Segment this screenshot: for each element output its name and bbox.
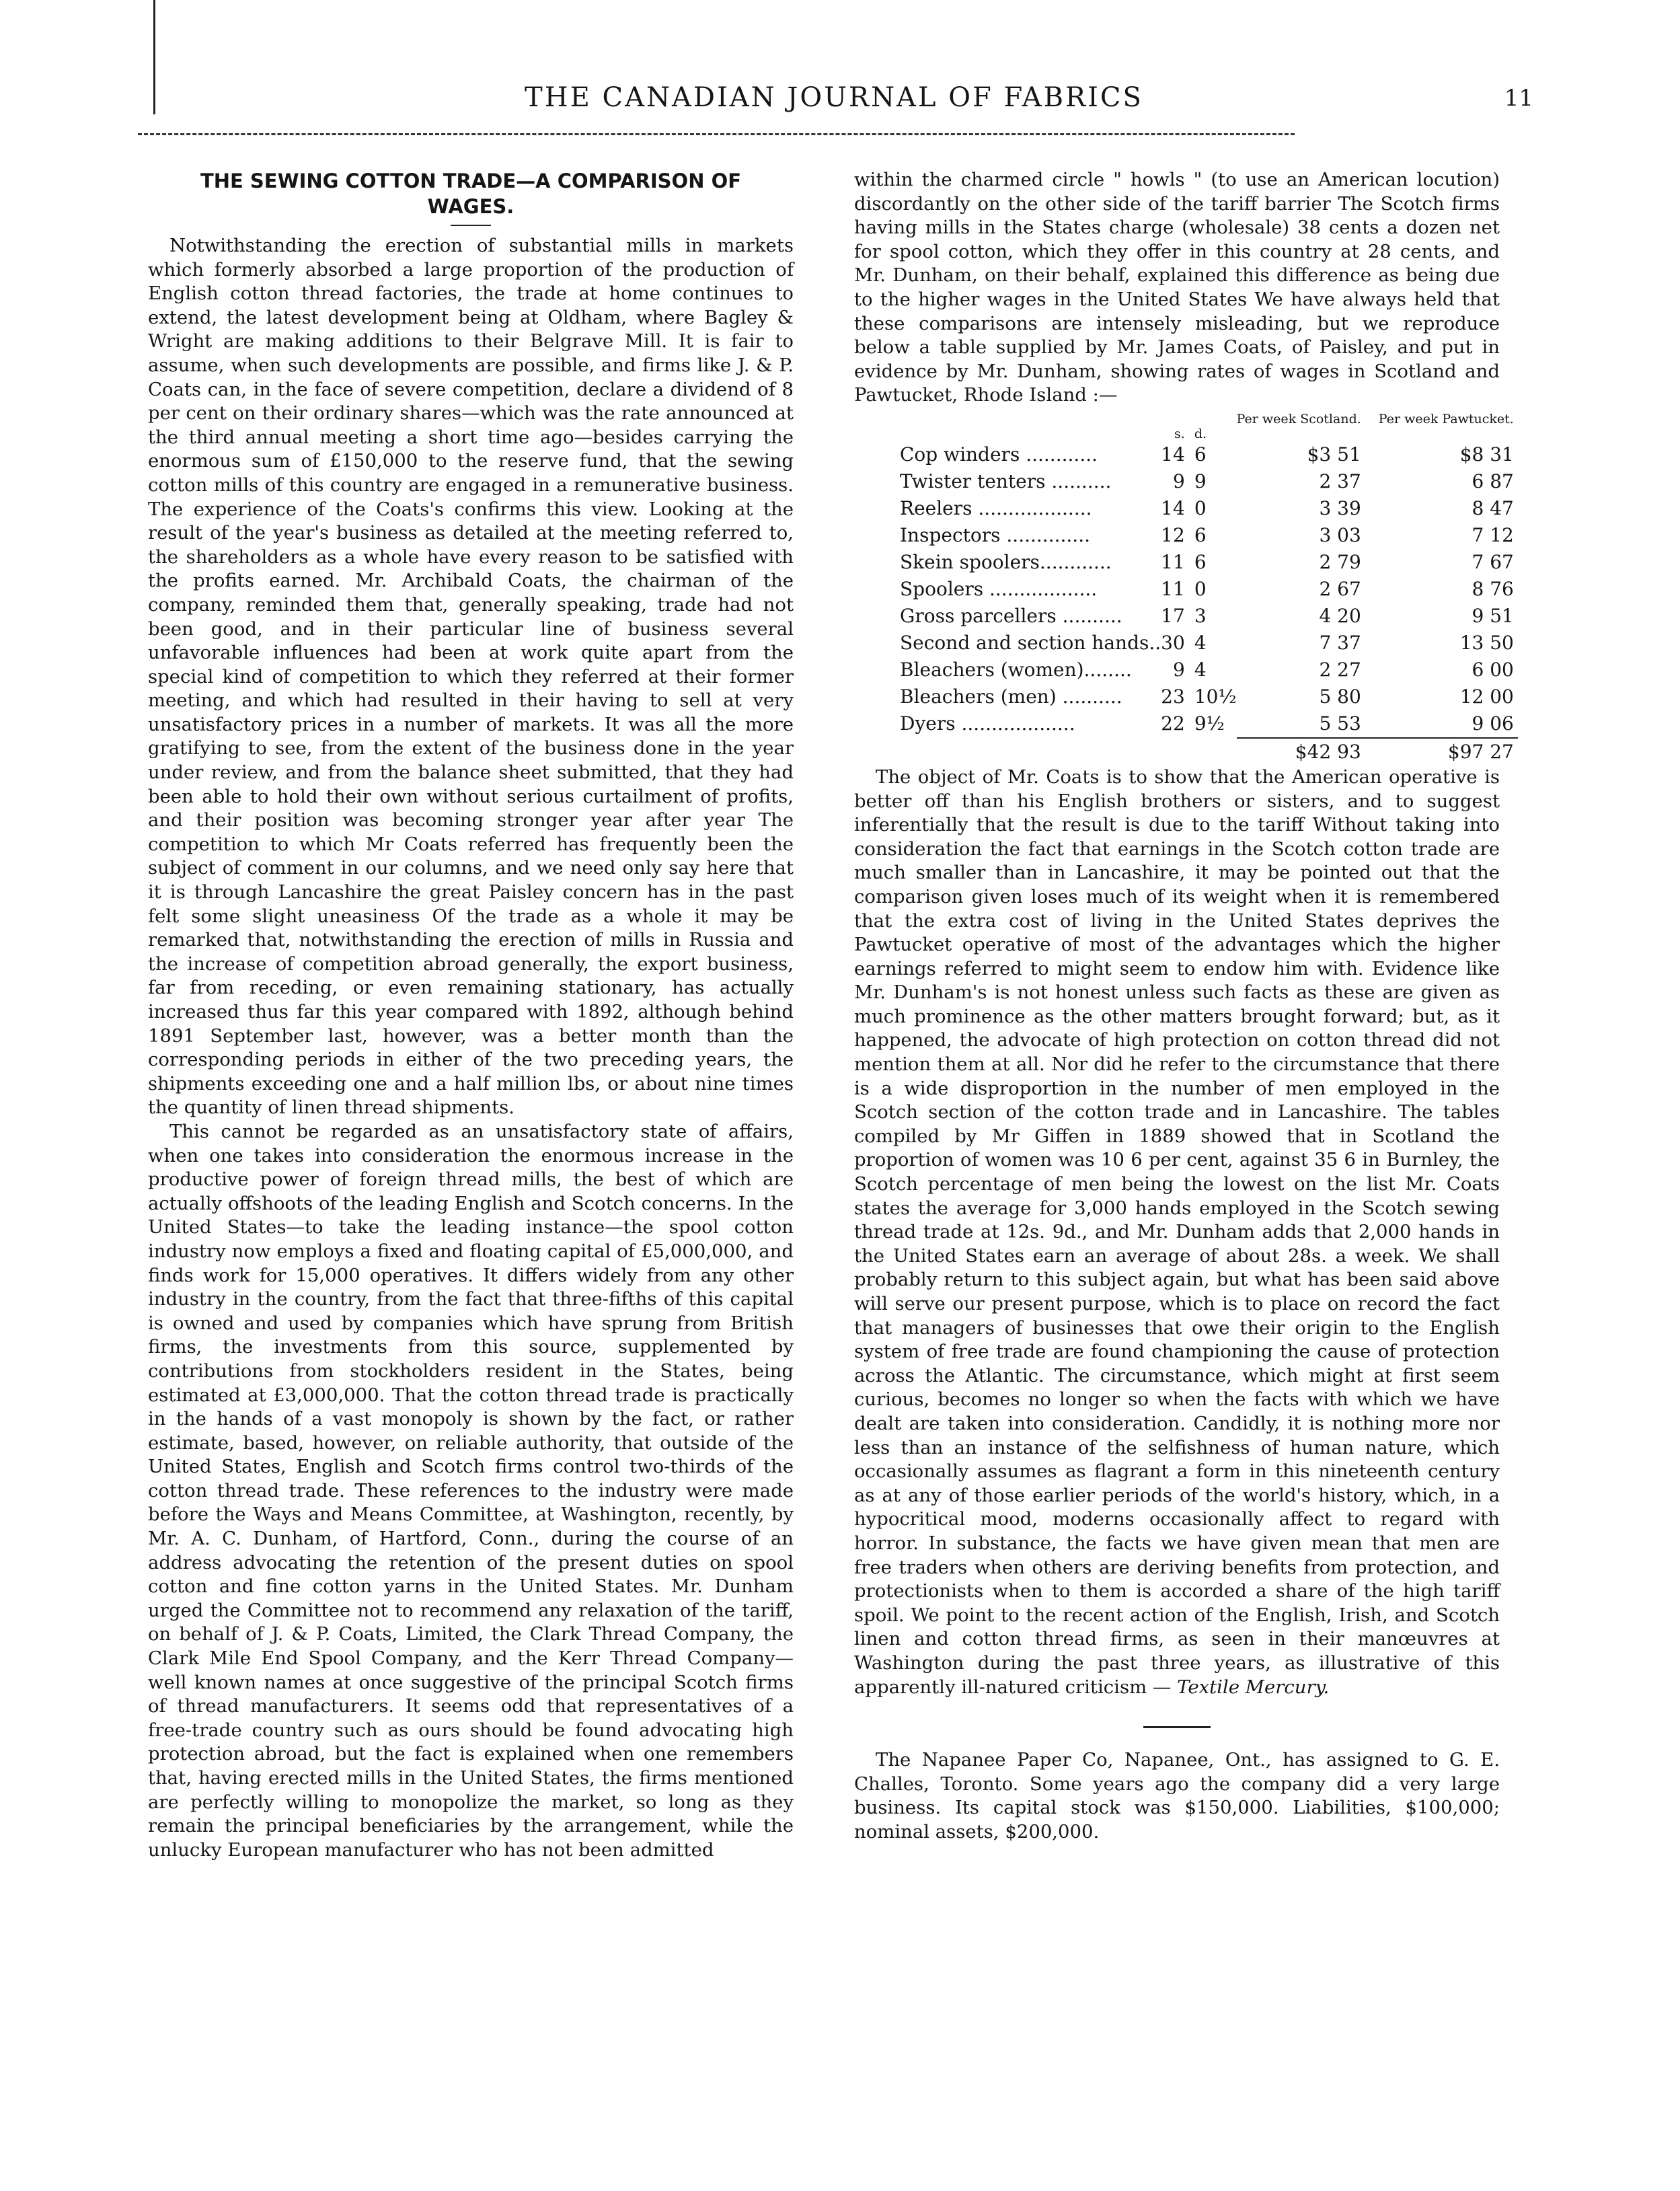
- cell-occupation: Dyers ...................: [900, 712, 1075, 735]
- page-header: [135, 82, 1533, 129]
- cell-pawtucket: 9 06: [1472, 712, 1514, 735]
- cell-pawtucket: 7 12: [1472, 523, 1514, 546]
- cell-s: 11: [1161, 550, 1185, 573]
- cell-s: 14: [1161, 443, 1185, 466]
- table-row: [900, 630, 1518, 657]
- cell-d: 9: [1194, 470, 1207, 492]
- cell-occupation: Twister tenters ..........: [900, 470, 1112, 492]
- article-title: THE SEWING COTTON TRADE—A COMPARISON OF WAGES.: [200, 170, 742, 218]
- page-number: 11: [1504, 85, 1533, 112]
- cell-d: 4: [1194, 631, 1207, 654]
- cell-d: 0: [1194, 496, 1207, 519]
- article-paragraph: within the charmed circle " howls " (to use an American locution) discordantly on the other side of the tariff barrier The Scotch firms having mills in the States charge (wholesale) 38 cents a dozen net for spool cotton, which they offer in this country at 28 cents, and Mr. Dunham, on their behalf, explained this difference as being due to the higher wages in the United States We have always held that these comparisons are intensely misleading, but we reproduce below a table supplied by Mr. James Coats, of Paisley, and put in evidence by Mr. Dunham, showing rates of wages in Scotland and Pawtucket, Rhode Island :—: [854, 169, 1500, 406]
- cell-d: 0: [1194, 577, 1207, 600]
- section-rule: [1143, 1726, 1211, 1728]
- table-row: [900, 710, 1518, 738]
- cell-occupation: Spoolers ..................: [900, 577, 1098, 600]
- title-rule: [451, 225, 491, 226]
- cell-scotland: 5 80: [1319, 685, 1361, 708]
- cell-scotland: 7 37: [1319, 631, 1361, 654]
- cell-pawtucket: 6 87: [1472, 470, 1514, 492]
- header-rule: [138, 133, 1295, 135]
- total-pawtucket: $97 27: [1379, 738, 1518, 766]
- cell-occupation: Bleachers (women)........: [900, 658, 1132, 681]
- table-header-row: [900, 412, 1518, 426]
- table-row: [900, 683, 1518, 710]
- table-unit-row: [900, 426, 1518, 441]
- total-scotland: $42 93: [1237, 738, 1379, 766]
- table-row: [900, 468, 1518, 495]
- cell-s: 30: [1161, 631, 1185, 654]
- cell-s: 14: [1161, 496, 1185, 519]
- cell-d: 9½: [1194, 712, 1225, 735]
- cell-occupation: Gross parcellers ..........: [900, 604, 1122, 627]
- cell-scotland: 3 03: [1319, 523, 1361, 546]
- col-pawtucket-header: Per week Pawtucket.: [1378, 411, 1514, 426]
- cell-pawtucket: 6 00: [1472, 658, 1514, 681]
- cell-pawtucket: 12 00: [1459, 685, 1514, 708]
- source-credit: Textile Mercury.: [1177, 1676, 1330, 1698]
- cell-s: 9: [1172, 470, 1185, 492]
- table-row: [900, 576, 1518, 603]
- journal-title: THE CANADIAN JOURNAL OF FABRICS: [525, 82, 1143, 113]
- col-d-header: d.: [1194, 426, 1207, 441]
- table-row: [900, 441, 1518, 468]
- cell-scotland: 2 27: [1319, 658, 1361, 681]
- cell-d: 6: [1194, 550, 1207, 573]
- article-paragraph: This cannot be regarded as an unsatisfactory state of affairs, when one takes into consideration the enormous increase in the productive power of foreign thread mills, the best of which are actually offshoots of the leading English and Scotch concerns. In the United States—to take the leading instance—the spool cotton industry now employs a fixed and floating capital of £5,000,000, and finds work for 15,000 operatives. It differs widely from any other industry in the country, from the fact that three-fifths of this capital is owned and used by companies which have sprung from British firms, the investments from this source, supplemented by contributions from stockholders resident in the States, being estimated at £3,000,000. That the cotton thread trade is practically in the hands of a vast monopoly is shown by the fact, or rather estimate, based, however, on reliable authority, that outside of the United States, English and Scotch firms control two-thirds of the cotton thread trade. These references to the industry were made before the Ways and Means Committee, at Washington, recently, by Mr. A. C. Dunham, of Hartford, Conn., during the course of an address advocating the retention of the present duties on spool cotton and fine cotton yarns in the United States. Mr. Dunham urged the Committee not to recommend any relaxation of the tariff, on behalf of J. & P. Coats, Limited, the Clark Thread Company, the Clark Mile End Spool Company, and the Kerr Thread Company—well known names at once suggestive of the principal Scotch firms of thread manufacturers. It seems odd that representatives of a free-trade country such as ours should be found advocating high protection abroad, but the fact is explained when one remembers that, having erected mills in the United States, the firms mentioned are perfectly willing to monopolize the market, so long as they remain the principal beneficiaries by the arrangement, while the unlucky European manufacturer who has not been admitted: [148, 1120, 794, 1861]
- cell-d: 3: [1194, 604, 1207, 627]
- col-scotland-header: Per week Scotland.: [1236, 411, 1361, 426]
- article-paragraph: [854, 766, 1500, 1699]
- table-row: [900, 657, 1518, 683]
- cell-scotland: 2 37: [1319, 470, 1361, 492]
- cell-occupation: Skein spoolers............: [900, 550, 1112, 573]
- cell-scotland: 2 67: [1319, 577, 1361, 600]
- cell-s: 12: [1161, 523, 1185, 546]
- table-row: [900, 549, 1518, 576]
- cell-occupation: Reelers ...................: [900, 496, 1092, 519]
- cell-s: 17: [1161, 604, 1185, 627]
- cell-scotland: $3 51: [1307, 443, 1361, 466]
- cell-occupation: Second and section hands..: [900, 631, 1161, 654]
- wage-table: [900, 412, 1518, 766]
- paragraph-text: The object of Mr. Coats is to show that the American operative is better off than his English brothers or sisters, and to suggest inferentially that the result is due to the tariff Without taking into consideration the fact that earnings in the Scotch cotton trade are much smaller than in Lancashire, it may be pointed out that the comparison given loses much of its weight when it is remembered that the extra cost of living in the United States deprives the Pawtucket operative of most of the advantages which the higher earnings referred to might seem to endow him with. Evidence like Mr. Dunham's is not honest unless such facts as these are given as much prominence as the other matters brought forward; but, as it happened, the advocate of high protection on cotton thread did not mention them at all. Nor did he refer to the circumstance that there is a wide disproportion in the number of men employed in the Scotch section of the cotton trade and in Lancashire. The tables compiled by Mr Giffen in 1889 showed that in Scotland the proportion of women was 10 6 per cent, against 35 6 in Burnley, the Scotch percentage of men being the lowest on the list Mr. Coats states the average for 3,000 hands employed in the Scotch sewing thread trade at 12s. 9d., and Mr. Dunham adds that 2,000 hands in the United States earn an average of about 28s. a week. We shall probably return to this subject again, but what has been said above will serve our present purpose, which is to place on record the fact that managers of businesses that owe their origin to the English system of free trade are found championing the cause of protection across the Atlantic. The circumstance, which might at first seem curious, becomes no longer so when the facts with which we have dealt are taken into consideration. Candidly, it is nothing more nor less than an instance of the selfishness of human nature, which occasionally assumes as flagrant a form in this nineteenth century as at any of those earlier periods of the world's history, which, in a hypocritical mood, moderns occasionally affect to regard with horror. In substance, the facts we have given mean that men are free traders when others are deriving benefits from protection, and protectionists when to them is accorded a share of the high tariff spoil. We point to the recent action of the English, Irish, and Scotch linen and cotton thread firms, as seen in their manœuvres at Washington during the past three years, as illustrative of this apparently ill-natured criticism —: [854, 766, 1500, 1698]
- cell-s: 9: [1172, 658, 1185, 681]
- cell-scotland: 5 53: [1319, 712, 1361, 735]
- cell-d: 6: [1194, 443, 1207, 466]
- cell-pawtucket: 7 67: [1472, 550, 1514, 573]
- cell-occupation: Bleachers (men) ..........: [900, 685, 1122, 708]
- cell-pawtucket: $8 31: [1459, 443, 1514, 466]
- cell-scotland: 4 20: [1319, 604, 1361, 627]
- table-row: [900, 522, 1518, 549]
- notice-paragraph: The Napanee Paper Co, Napanee, Ont., has assigned to G. E. Challes, Toronto. Some years ago the company did a very large business. Its capital stock was $150,000. Liabilities, $100,000; nominal assets, $200,000.: [854, 1749, 1500, 1843]
- cell-d: 4: [1194, 658, 1207, 681]
- table-row: [900, 603, 1518, 630]
- cell-pawtucket: 8 76: [1472, 577, 1514, 600]
- cell-scotland: 2 79: [1319, 550, 1361, 573]
- col-s-header: s.: [1174, 426, 1185, 441]
- cell-pawtucket: 9 51: [1472, 604, 1514, 627]
- article-paragraph: Notwithstanding the erection of substantial mills in markets which formerly absorbed a large proportion of the production of English cotton thread factories, the trade at home continues to extend, the latest development being at Oldham, where Bagley & Wright are making additions to their Belgrave Mill. It is fair to assume, when such developments are possible, and firms like J. & P. Coats can, in the face of severe competition, declare a dividend of 8 per cent on their ordinary shares—which was the rate announced at the third annual meeting a short time ago—besides carrying the enormous sum of £150,000 to the reserve fund, that the sewing cotton mills of this country are engaged in a remunerative business. The experience of the Coats's confirms this view. Looking at the result of the year's business as detailed at the meeting referred to, the shareholders as a whole have every reason to be satisfied with the profits earned. Mr. Archibald Coats, the chairman of the company, reminded them that, generally speaking, trade had not been good, and in their particular line of business several unfavorable influences had been at work quite apart from the special kind of competition to which they referred at their former meeting, and which had resulted in their having to sell at very unsatisfactory prices in a number of markets. It was all the more gratifying to see, from the extent of the business done in the year under review, and from the balance sheet submitted, that they had been able to hold their own without serious curtailment of profits, and their position was becoming stronger year after year The competition to which Mr Coats referred has frequently been the subject of comment in our columns, and we need only say here that it is through Lancashire the great Paisley concern has in the past felt some slight uneasiness Of the trade as a whole it may be remarked that, notwithstanding the erection of mills in Russia and the increase of competition abroad generally, the export business, far from receding, or even remaining stationary, has actually increased thus far this year compared with 1892, although behind 1891 September last, however, was a better month than the corresponding periods in either of the two preceding years, the shipments exceeding one and a half million lbs, or about nine times the quantity of linen thread shipments.: [148, 235, 794, 1119]
- cell-s: 23: [1161, 685, 1185, 708]
- cell-pawtucket: 13 50: [1459, 631, 1514, 654]
- cell-s: 11: [1161, 577, 1185, 600]
- right-column: [854, 168, 1514, 1844]
- cell-occupation: Cop winders ............: [900, 443, 1098, 466]
- cell-scotland: 3 39: [1319, 496, 1361, 519]
- cell-pawtucket: 8 47: [1472, 496, 1514, 519]
- left-column: [148, 168, 794, 1862]
- cell-d: 6: [1194, 523, 1207, 546]
- cell-s: 22: [1161, 712, 1185, 735]
- table-row: [900, 495, 1518, 522]
- cell-occupation: Inspectors ..............: [900, 523, 1091, 546]
- table-total-row: [900, 738, 1518, 766]
- cell-d: 10½: [1194, 685, 1237, 708]
